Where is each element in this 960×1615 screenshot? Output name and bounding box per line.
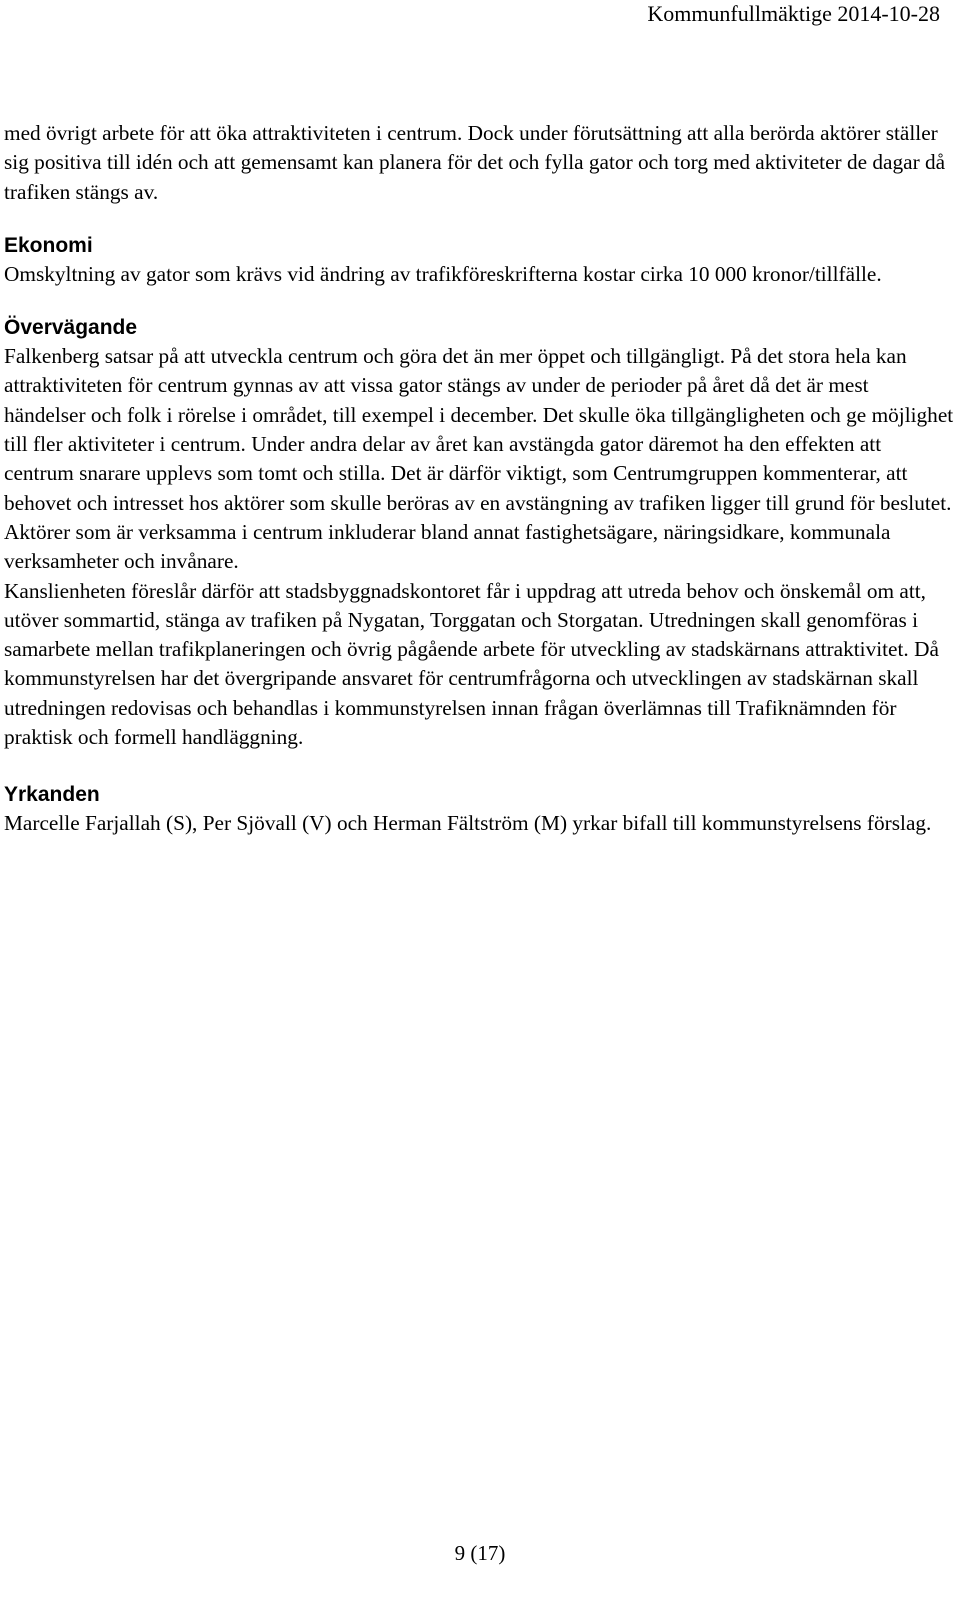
yrkanden-paragraph: Marcelle Farjallah (S), Per Sjövall (V) och Herman Fältström (M) yrkar bifall till kommunstyrelsens förslag. <box>4 811 932 836</box>
page-header: Kommunfullmäktige 2014-10-28 <box>647 1 940 26</box>
document-body <box>4 119 954 839</box>
overvagande-paragraph-1: Falkenberg satsar på att utveckla centrum och göra det än mer öppet och tillgängligt. På det stora hela kan attraktiviteten för centrum gynnas av att vissa gator stängs av under de perioder på året då det är mest händelser och folk i rörelse i området, till exempel i december. Det skulle öka tillgängligheten och ge möjlighet till fler aktiviteter i centrum. Under andra delar av året kan avstängda gator däremot ha den effekten att centrum snarare upplevs som tomt och stilla. Det är därför viktigt, som Centrumgruppen kommenterar, att behovet och intresset hos aktörer som skulle beröras av en avstängning av trafiken ligger till grund för beslutet. Aktörer som är verksamma i centrum inkluderar bland annat fastighetsägare, näringsidkare, kommunala verksamheter och invånare. <box>4 344 954 574</box>
spacer <box>4 207 954 231</box>
section-heading-yrkanden: Yrkanden <box>4 783 100 807</box>
section-heading-ekonomi: Ekonomi <box>4 233 93 257</box>
overvagande-paragraph-2: Kanslienheten föreslår därför att stadsbyggnadskontoret får i uppdrag att utreda behov och önskemål om att, utöver sommartid, stänga av trafiken på Nygatan, Torggatan och Storgatan. Utredningen skall genomföras i samarbete mellan trafikplaneringen och övrig pågående arbete för utveckling av stadskärnans attraktivitet. Då kommunstyrelsen har det övergripande ansvaret för centrumfrågorna och utvecklingen av stadskärnan skall utredningen redovisas och behandlas i kommunstyrelsen innan frågan överlämnas till Trafiknämnden för praktisk och formell handläggning. <box>4 578 939 750</box>
spacer <box>4 289 954 313</box>
section-heading-overvagande: Övervägande <box>4 316 138 340</box>
intro-paragraph: med övrigt arbete för att öka attraktiviteten i centrum. Dock under förutsättning att alla berörda aktörer ställer sig positiva till idén och att gemensamt kan planera för det och fylla gator och torg med aktiviteter de dagar då trafiken stängs av. <box>4 121 946 204</box>
spacer <box>4 752 954 780</box>
ekonomi-paragraph: Omskyltning av gator som krävs vid ändring av trafikföreskrifterna kostar cirka 10 000 kronor/tillfälle. <box>4 261 882 286</box>
page-number: 9 (17) <box>454 1541 506 1565</box>
